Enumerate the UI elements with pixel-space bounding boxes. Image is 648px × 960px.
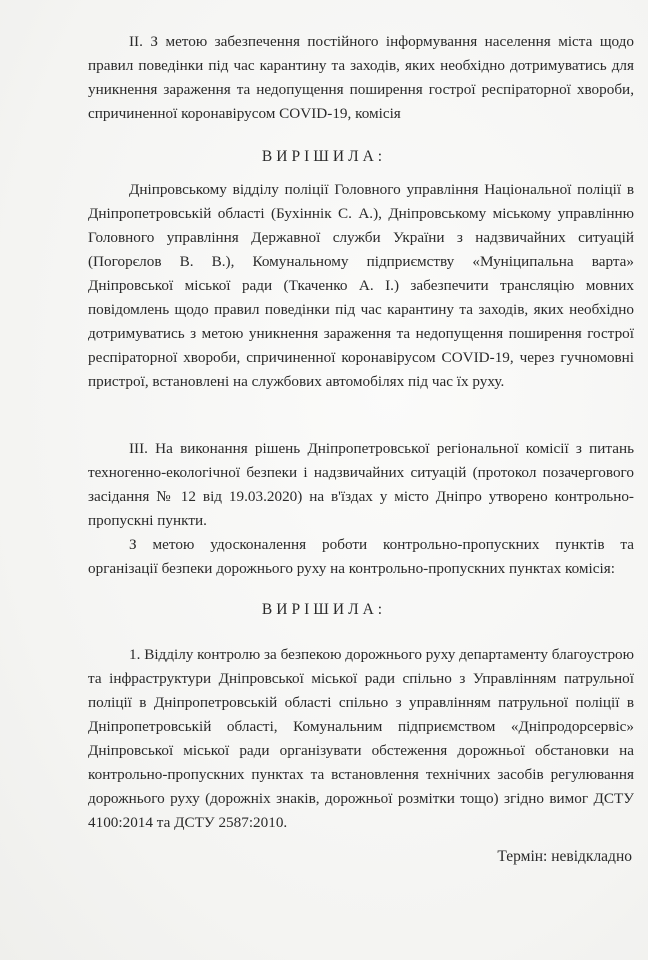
- section-2-intro: II. З метою забезпечення постійного інформування населення міста щодо правил поведінки під час карантину та заходів, яких необхідно дотримуватись для уникнення зараження та недопущення поширення гострої респіраторної хвороби, спричиненної коронавірусом COVID-19, комісія: [88, 33, 634, 122]
- section-2-decision-block: [88, 178, 634, 394]
- section-3-block: [88, 437, 634, 581]
- section-3-intro: III. На виконання рішень Дніпропетровської регіональної комісії з питань техногенно-екологічної безпеки і надзвичайних ситуацій (протокол позачергового засідання № 12 від 19.03.2020) на в'їздах у місто Дніпро утворено контрольно-пропускні пункти.: [88, 440, 634, 529]
- section-3-decision-heading: ВИРІШИЛА:: [261, 601, 387, 618]
- section-2-decision-text: Дніпровському відділу поліції Головного управління Національної поліції в Дніпропетровській області (Бухіннік С. А.), Дніпровському міському управлінню Головного управління Державної служби України з надзвичайних ситуацій (Погорєлов В. В.), Комунальному підприємству «Муніципальна варта» Дніпровської міської ради (Ткаченко А. І.) забезпечити трансляцію мовних повідомлень щодо правил поведінки під час карантину та заходів, яких необхідно дотримуватись з метою уникнення зараження та недопущення поширення гострої респіраторної хвороби, спричиненної коронавірусом COVID-19, через гучномовні пристрої, встановлені на службових автомобілях під час їх руху.: [88, 181, 634, 390]
- section-3-purpose: З метою удосконалення роботи контрольно-пропускних пунктів та організації безпеки дорожнього руху на контрольно-пропускних пунктах комісія:: [88, 536, 634, 577]
- section-3-item-block: [88, 643, 634, 835]
- deadline-label: Термін: невідкладно: [497, 848, 632, 865]
- section-2-decision-heading: ВИРІШИЛА:: [261, 148, 387, 165]
- section-3-item-1: 1. Відділу контролю за безпекою дорожнього руху департаменту благоустрою та інфраструктури Дніпровської міської ради спільно з Управлінням патрульної поліції в Дніпропетровській області спільно з управлінням патрульної поліції в Дніпропетровській області, Комунальним підприємством «Дніпродорсервіс» Дніпровської міської ради організувати обстеження дорожньої обстановки на контрольно-пропускних пунктах та встановлення технічних засобів регулювання дорожнього руху (дорожніх знаків, дорожньої розмітки тощо) згідно вимог ДСТУ 4100:2014 та ДСТУ 2587:2010.: [88, 646, 634, 831]
- section-2-intro-block: [88, 30, 634, 126]
